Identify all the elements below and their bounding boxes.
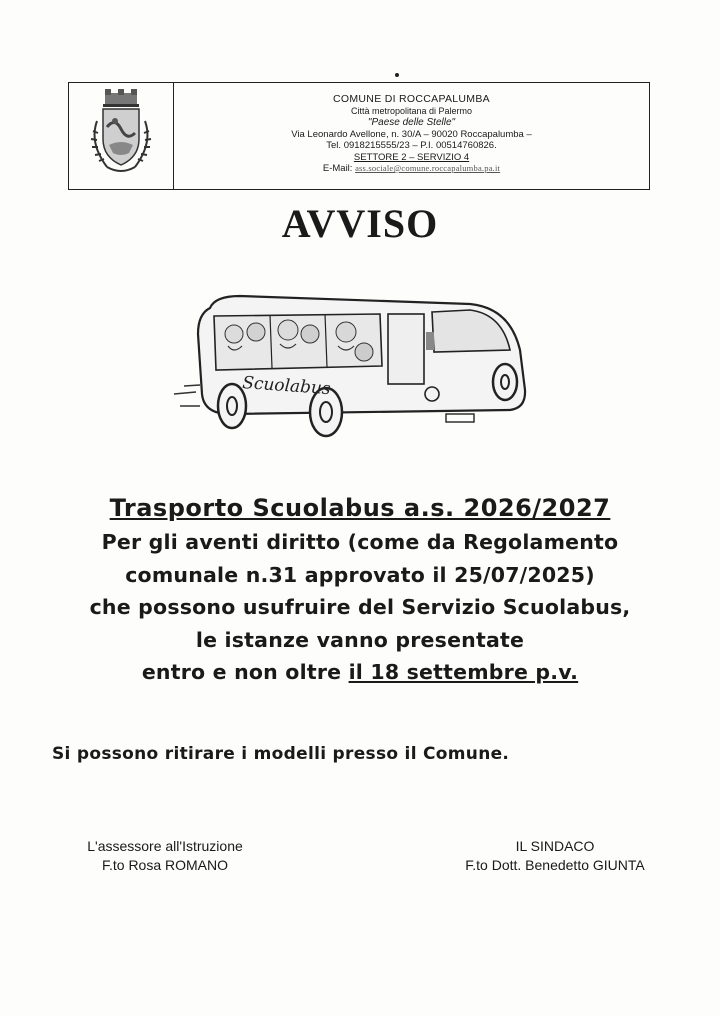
address: Via Leonardo Avellone, n. 30/A – 90020 Roccapalumba – [291,128,532,140]
metro-city: Città metropolitana di Palermo [350,105,473,116]
deadline-prefix: entro e non oltre [141,660,349,684]
signature-assessor [40,837,290,875]
notice-body [0,490,720,689]
page-mark [395,73,399,77]
signature-mayor [430,837,680,875]
bus-label: Scuolabus [241,373,332,400]
body-line-4: le istanze vanno presentate [195,627,525,652]
school-bus-illustration [170,290,540,450]
deadline-date: il 18 settembre p.v. [348,660,579,684]
body-line-1: Per gli aventi diritto (come da Regolamento [101,530,619,554]
body-line-3: che possono usufruire del Servizio Scuolabus, [89,595,631,619]
assessor-name: F.to Rosa ROMANO [101,857,229,873]
sector: SETTORE 2 – SERVIZIO 4 [353,151,470,163]
email-label: E-Mail: [322,163,353,174]
municipal-info [174,83,649,189]
body-line-2: comunale n.31 approvato il 25/07/2025) [125,562,595,587]
mayor-role: IL SINDACO [515,838,595,854]
email-line [174,163,649,175]
phone-vat: Tel. 0918215555/23 – P.I. 00514760826. [326,140,497,151]
assessor-role: L'assessore all'Istruzione [87,838,243,854]
town-name: COMUNE DI ROCCAPALUMBA [333,93,490,105]
municipal-crest-icon [77,87,165,187]
body-line-5 [0,656,720,689]
town-motto: "Paese delle Stelle" [367,117,456,128]
notice-title: AVVISO [281,201,439,246]
notice-subject: Trasporto Scuolabus a.s. 2026/2027 [109,494,611,522]
crest-cell [69,83,174,189]
email-link[interactable]: ass.sociale@comune.roccapalumba.pa.it [355,163,501,173]
mayor-name: F.to Dott. Benedetto GIUNTA [465,857,645,873]
letterhead [68,82,650,190]
pickup-notice: Si possono ritirare i modelli presso il Comune. [52,744,510,764]
